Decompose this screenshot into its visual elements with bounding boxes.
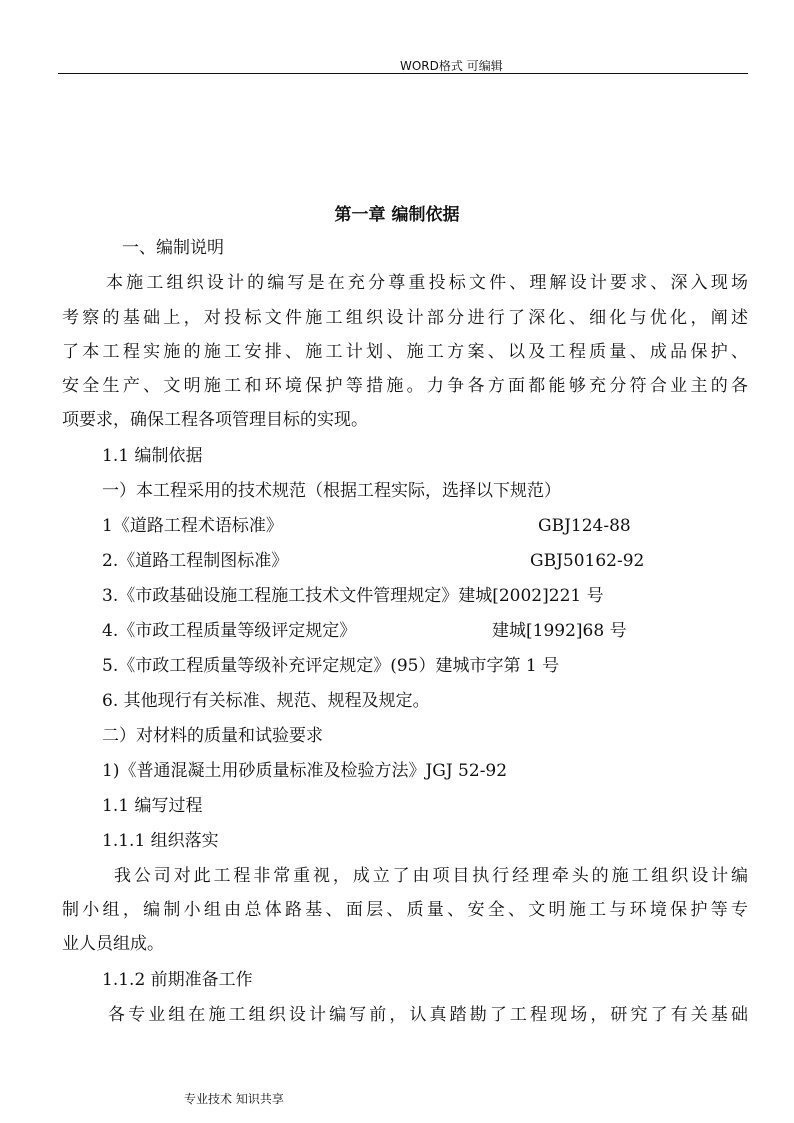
reference-item: 1《道路工程术语标准》 [102, 516, 283, 536]
chapter-title: 第一章 编制依据 [334, 205, 460, 225]
reference-code: 建城[1992]68 号 [492, 621, 627, 641]
header-rule [58, 73, 748, 74]
section-heading-compile-notes: 一、编制说明 [122, 238, 224, 258]
reference-code: GBJ50162-92 [530, 551, 645, 571]
page-header-text: WORD格式 可编辑 [400, 59, 503, 73]
paragraph-line: 考察的基础上，对投标文件施工组织设计部分进行了深化、细化与优化，阐述 [62, 308, 748, 328]
paragraph-line: 各专业组在施工组织设计编写前，认真踏勘了工程现场，研究了有关基础 [108, 1005, 748, 1025]
page-footer-text: 专业技术 知识共享 [184, 1092, 284, 1106]
paragraph-line: 安全生产、文明施工和环境保护等措施。力争各方面都能够充分符合业主的各 [62, 376, 748, 396]
heading-material-requirements: 二）对材料的质量和试验要求 [102, 726, 323, 746]
reference-item: 5.《市政工程质量等级补充评定规定》(95）建城市字第 1 号 [102, 656, 560, 676]
heading-tech-specs: 一）本工程采用的技术规范（根据工程实际，选择以下规范） [102, 481, 561, 501]
material-standard-item: 1)《普通混凝土用砂质量标准及检验方法》JGJ 52-92 [102, 761, 508, 781]
reference-item: 6. 其他现行有关标准、规范、规程及规定。 [102, 691, 430, 711]
reference-code: GBJ124-88 [538, 516, 631, 536]
paragraph-line: 本施工组织设计的编写是在充分尊重投标文件、理解设计要求、深入现场 [106, 273, 748, 293]
reference-item: 4.《市政工程质量等级评定规定》 [102, 621, 357, 641]
heading-organization: 1.1.1 组织落实 [102, 831, 219, 851]
heading-writing-process: 1.1 编写过程 [102, 796, 203, 816]
reference-item: 2.《道路工程制图标准》 [102, 551, 289, 571]
reference-item: 3.《市政基础设施工程施工技术文件管理规定》建城[2002]221 号 [102, 586, 604, 606]
heading-1-1: 1.1 编制依据 [102, 446, 203, 466]
paragraph-line: 业人员组成。 [62, 934, 164, 954]
paragraph-line: 了本工程实施的施工安排、施工计划、施工方案、以及工程质量、成品保护、 [62, 342, 748, 362]
paragraph-line: 制小组，编制小组由总体路基、面层、质量、安全、文明施工与环境保护等专 [62, 900, 748, 920]
paragraph-line: 我公司对此工程非常重视，成立了由项目执行经理牵头的施工组织设计编 [114, 866, 748, 886]
heading-preparation: 1.1.2 前期准备工作 [102, 970, 253, 990]
paragraph-line: 项要求，确保工程各项管理目标的实现。 [62, 410, 368, 430]
